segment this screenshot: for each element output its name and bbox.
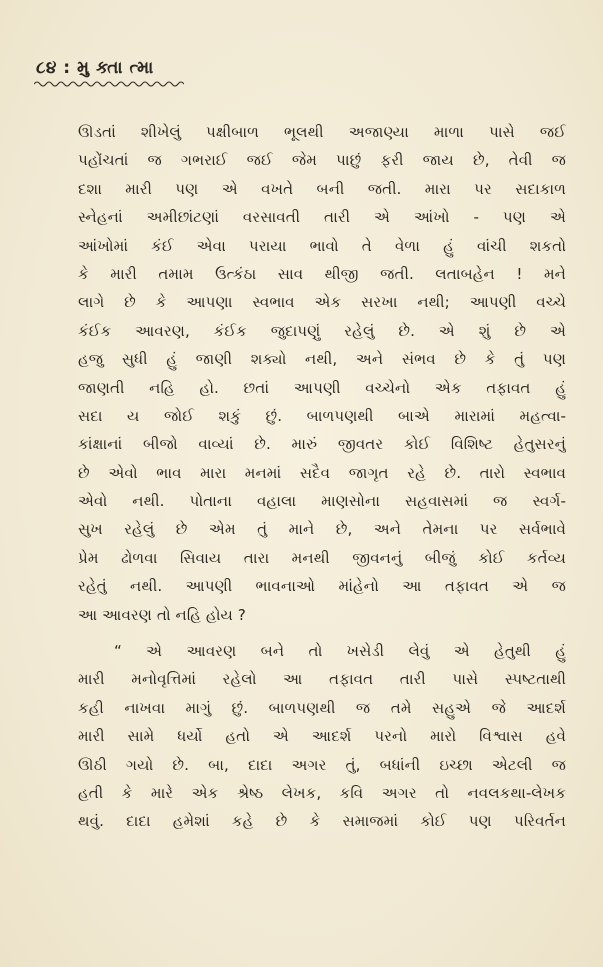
text-line: કંઈક આવરણ, કંઈક જુદાપણું રહેલું છે. એ શું છે એ (78, 321, 566, 340)
text-line: લાગે છે કે આપણા સ્વભાવ એક સરખા નથી; આપણી વચ્ચે (78, 293, 566, 312)
running-head: ૮૪ : મુ ક્તા ત્મા (36, 58, 154, 78)
paragraph-1 (78, 118, 566, 629)
body-text (78, 118, 566, 836)
text-line: કહી નાખવા માગું છું. બાળપણથી જ તમે સહુએ જે આદર્શ (78, 698, 566, 717)
paragraph-gap (78, 629, 566, 637)
text-line: હતી કે મારે એક શ્રેષ્ઠ લેખક, કવિ અગર તો નવલકથા-લેખક (78, 783, 566, 802)
header-ornament-underline (34, 80, 184, 88)
text-line: સ્નેહનાં અમીછાંટણાં વરસાવતી તારી એ આંખો - પણ એ (78, 208, 566, 227)
text-line: હજુ સુધી હું જાણી શક્યો નથી, અને સંભવ છે કે તું પણ (78, 350, 566, 369)
text-line: રહેતું નથી. આપણી ભાવનાઓ માંહેનો આ તફાવત એ જ (78, 577, 566, 596)
text-line: “ એ આવરણ બને તો ખસેડી લેવું એ હેતુથી હું (114, 642, 566, 661)
text-line: પહોંચતાં જ ગભરાઈ જઈ જેમ પાછું ફરી જાય છે, તેવી જ (78, 151, 566, 170)
text-line: છે એવો ભાવ મારા મનમાં સદૈવ જાગૃત રહે છે. તારો સ્વભાવ (78, 463, 566, 482)
text-line: ઊઠી ગયો છે. બા, દાદા અગર તું, બધાંની ઇચ્છા એટલી જ (78, 755, 566, 774)
text-line: એવો નથી. પોતાના વહાલા માણસોના સહવાસમાં જ સ્વર્ગ- (78, 492, 566, 511)
text-line: દશા મારી પણ એ વખતે બની જતી. મારા પર સદાકાળ (78, 179, 566, 198)
text-line: આંખોમાં કંઈ એવા પરાયા ભાવો તે વેળા હું વાંચી શકતો (78, 236, 566, 255)
text-line: આ આવરણ તો નહિ હોય ? (78, 605, 246, 624)
text-line: કે મારી તમામ ઉત્કંઠા સાવ થીજી જતી. લતાબહેન ! મને (78, 264, 566, 283)
paragraph-2 (78, 637, 566, 836)
text-line: સુખ રહેલું છે એમ તું માને છે, અને તેમના પર સર્વભાવે (78, 520, 566, 539)
text-line: મારી મનોવૃત્તિમાં રહેલો આ તફાવત તારી પાસે સ્પષ્ટતાથી (78, 670, 566, 689)
text-line: કાંક્ષાનાં બીજો વાવ્યાં છે. મારું જીવતર કોઈ વિશિષ્ટ હેતુસરનું (78, 435, 566, 454)
text-line: ઊડતાં શીખેલું પક્ષીબાળ ભૂલથી અજાણ્યા માળા પાસે જઈ (78, 123, 566, 141)
text-line: મારી સામે ધર્યો હતો એ આદર્શ પરનો મારો વિશ્વાસ હવે (78, 727, 566, 746)
text-line: થવું. દાદા હમેશાં કહે છે કે સમાજમાં કોઈ પણ પરિવર્તન (78, 812, 566, 831)
text-line: સદા ય જોઈ શકું છું. બાળપણથી બાએ મારામાં મહત્વા- (78, 406, 566, 425)
text-line: પ્રેમ ઢોળવા સિવાય તારા મનથી જીવનનું બીજું કોઈ કર્તવ્ય (78, 548, 566, 567)
text-line: જાણતી નહિ હો. છતાં આપણી વચ્ચેનો એક તફાવત હું (78, 378, 566, 397)
